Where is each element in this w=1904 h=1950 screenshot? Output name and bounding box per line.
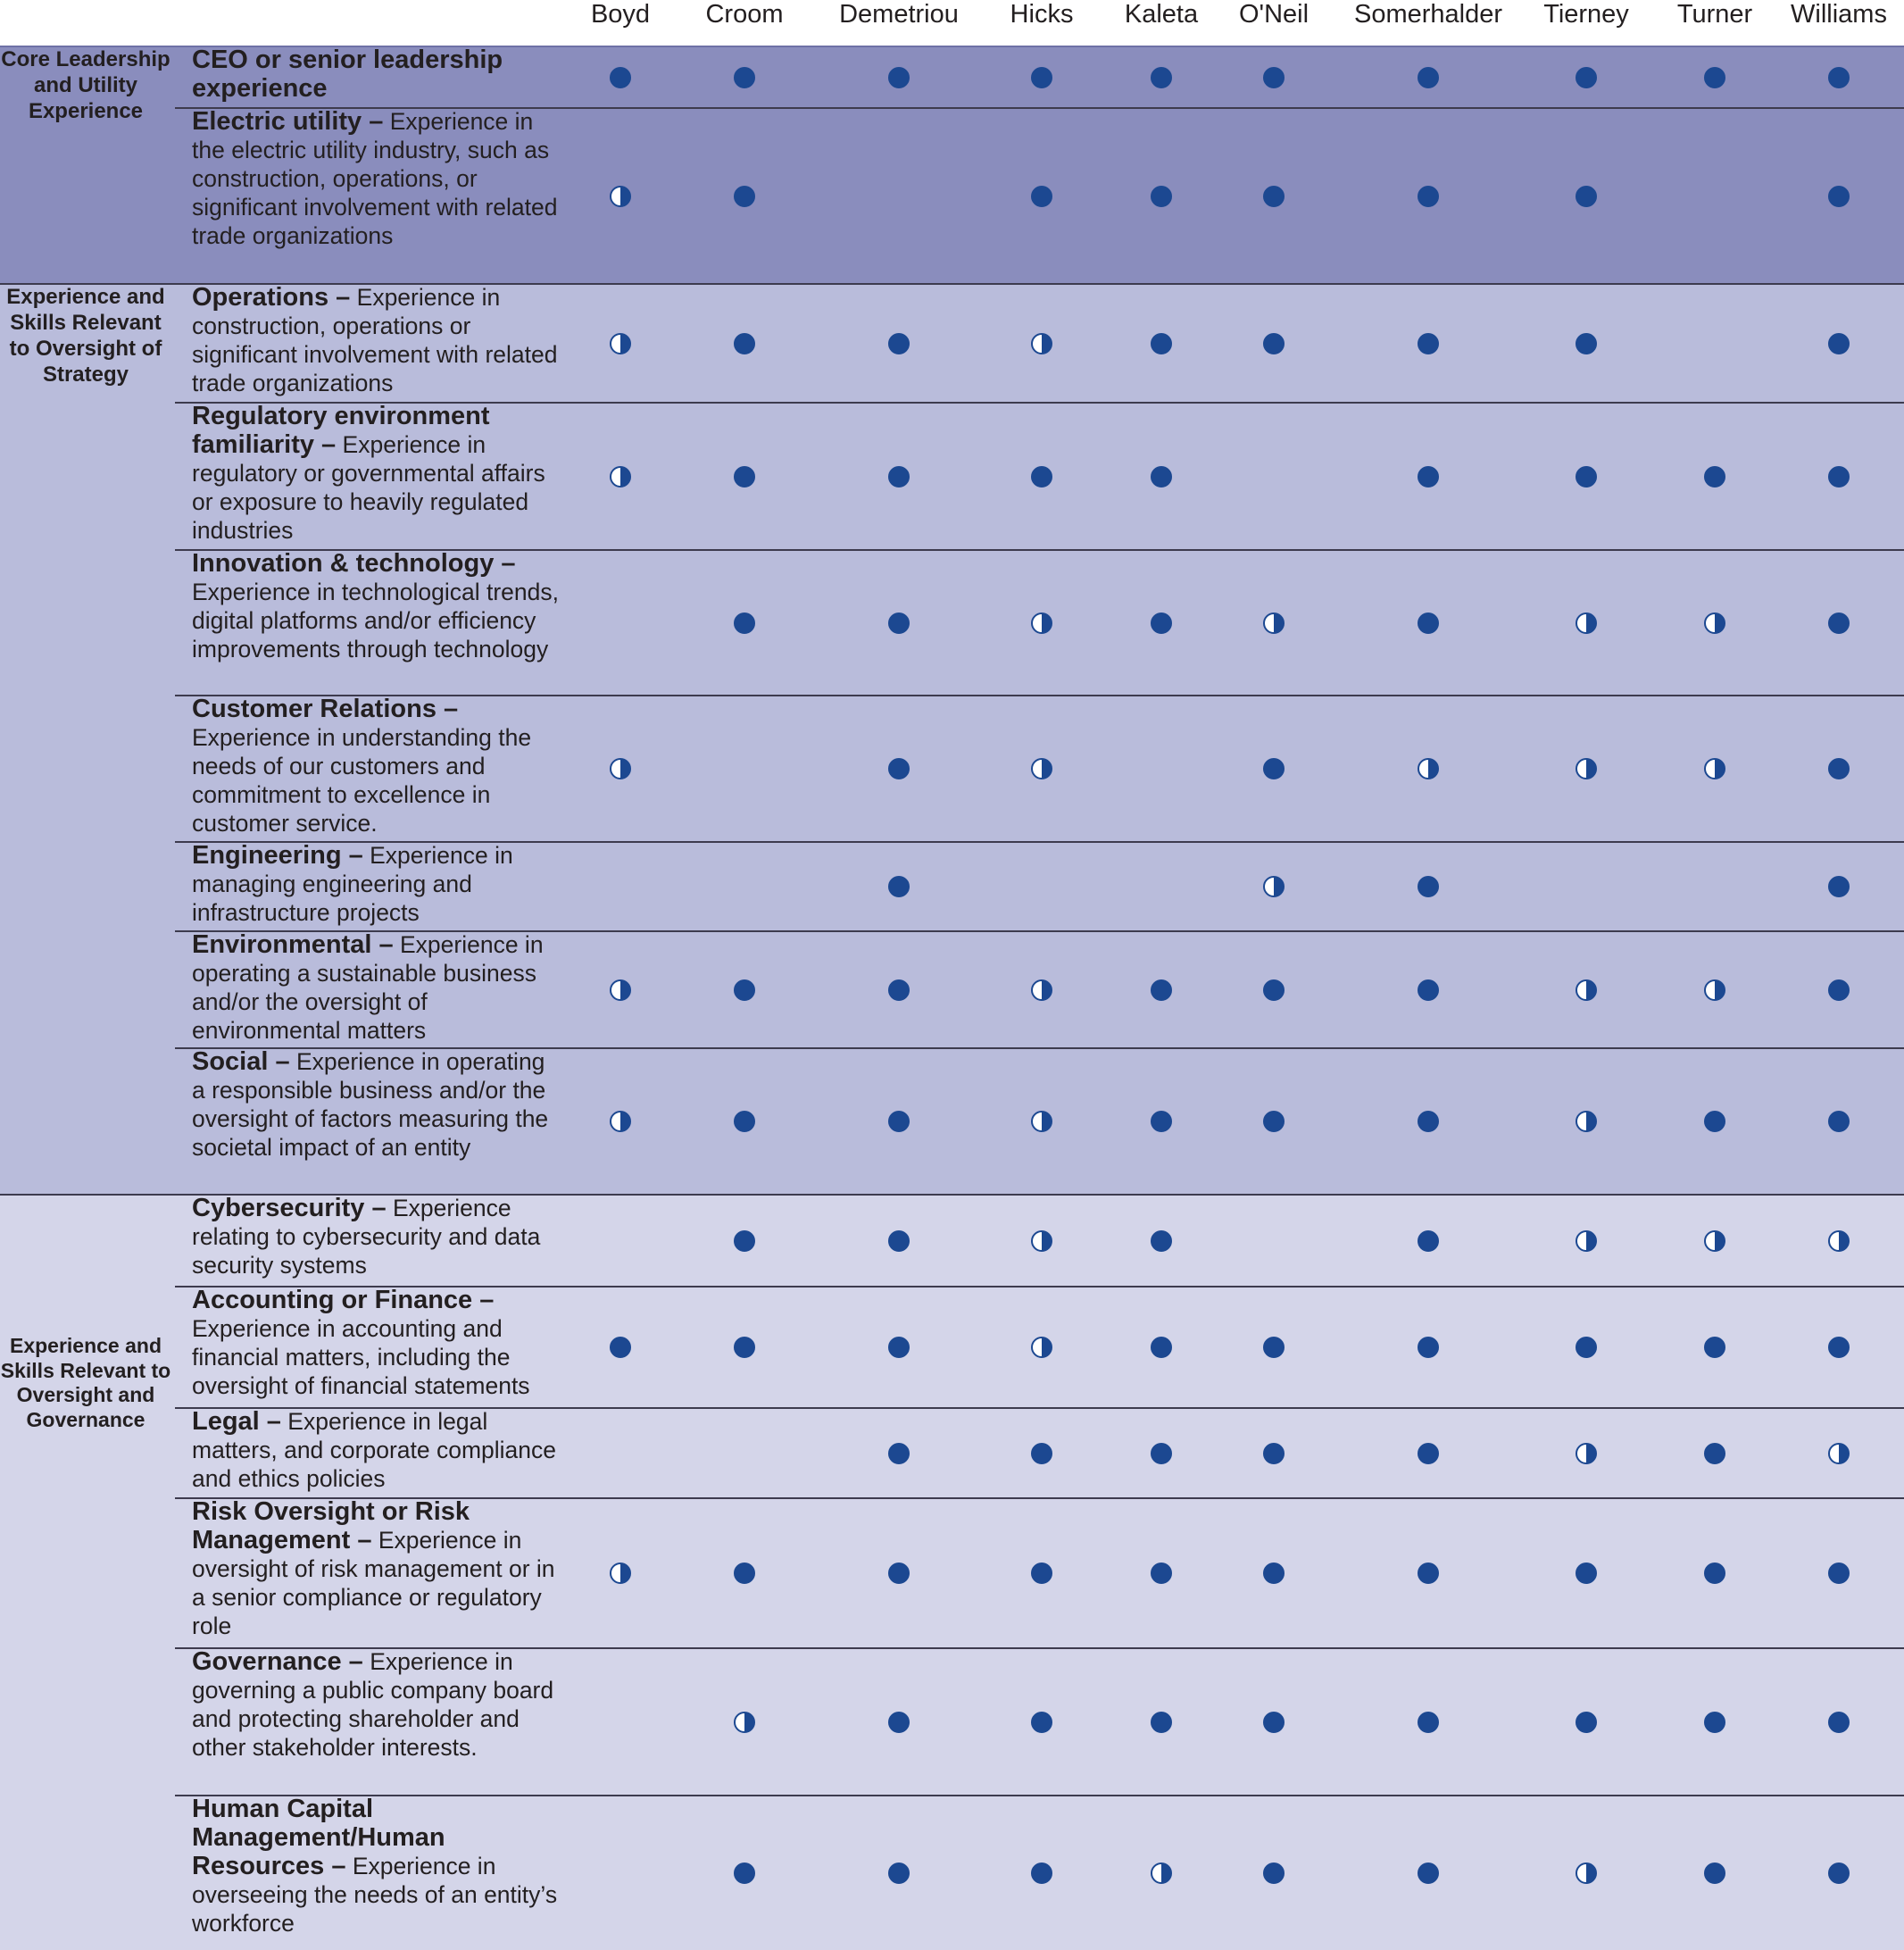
half-circle-icon bbox=[610, 186, 631, 207]
filled-circle-icon bbox=[1576, 186, 1597, 207]
filled-circle-icon bbox=[1151, 1111, 1172, 1132]
table-row bbox=[0, 1498, 1904, 1648]
filled-circle-icon bbox=[610, 1337, 631, 1358]
filled-circle-icon bbox=[1418, 1862, 1439, 1884]
skill-description bbox=[192, 1647, 562, 1762]
filled-circle-icon bbox=[888, 876, 910, 897]
filled-circle-icon bbox=[1704, 67, 1725, 88]
skill-description bbox=[192, 1194, 562, 1279]
director-name: Williams bbox=[1791, 0, 1887, 29]
half-circle-icon bbox=[1263, 876, 1285, 897]
filled-circle-icon bbox=[1151, 67, 1172, 88]
half-circle-icon bbox=[610, 979, 631, 1001]
skill-title: Risk Oversight or Risk Management – bbox=[192, 1497, 470, 1554]
half-circle-icon bbox=[1576, 1443, 1597, 1464]
filled-circle-icon bbox=[1151, 1230, 1172, 1252]
director-name: Demetriou bbox=[839, 0, 959, 29]
filled-circle-icon bbox=[1031, 1562, 1052, 1584]
skill-title: Regulatory environment familiarity – bbox=[192, 402, 490, 459]
filled-circle-icon bbox=[1828, 67, 1850, 88]
filled-circle-icon bbox=[1418, 466, 1439, 488]
half-circle-icon bbox=[1704, 612, 1725, 634]
filled-circle-icon bbox=[610, 67, 631, 88]
filled-circle-icon bbox=[734, 612, 755, 634]
table-row bbox=[0, 931, 1904, 1048]
filled-circle-icon bbox=[1418, 1712, 1439, 1733]
skill-detail: Experience in oversight of risk management or in a senior compliance or regulatory role bbox=[192, 1527, 555, 1639]
skill-detail: Experience in legal matters, and corporate compliance and ethics policies bbox=[192, 1408, 557, 1492]
filled-circle-icon bbox=[888, 758, 910, 779]
filled-circle-icon bbox=[1576, 1562, 1597, 1584]
group-label: Core Leadership and Utility Experience bbox=[1, 47, 170, 123]
filled-circle-icon bbox=[1031, 67, 1052, 88]
half-circle-icon bbox=[1576, 1862, 1597, 1884]
table-row bbox=[0, 1796, 1904, 1950]
skill-title: Customer Relations – bbox=[192, 695, 459, 723]
filled-circle-icon bbox=[1828, 1862, 1850, 1884]
half-circle-icon bbox=[1704, 758, 1725, 779]
filled-circle-icon bbox=[888, 612, 910, 634]
half-circle-icon bbox=[610, 1562, 631, 1584]
filled-circle-icon bbox=[1031, 466, 1052, 488]
filled-circle-icon bbox=[1031, 186, 1052, 207]
filled-circle-icon bbox=[1828, 1111, 1850, 1132]
filled-circle-icon bbox=[734, 1230, 755, 1252]
half-circle-icon bbox=[1031, 333, 1052, 354]
table-row bbox=[0, 1048, 1904, 1195]
skill-description bbox=[192, 1407, 562, 1493]
director-name: Boyd bbox=[590, 0, 651, 29]
skill-detail: Experience in accounting and financial matters, including the oversight of financial statements bbox=[192, 1315, 530, 1399]
filled-circle-icon bbox=[1418, 1443, 1439, 1464]
half-circle-icon bbox=[1576, 1111, 1597, 1132]
filled-circle-icon bbox=[1263, 333, 1285, 354]
filled-circle-icon bbox=[1576, 67, 1597, 88]
half-circle-icon bbox=[1704, 1230, 1725, 1252]
filled-circle-icon bbox=[1704, 1862, 1725, 1884]
filled-circle-icon bbox=[1151, 612, 1172, 634]
skill-detail: Experience in operating a sustainable business and/or the oversight of environmental matters bbox=[192, 931, 544, 1044]
filled-circle-icon bbox=[1576, 1337, 1597, 1358]
filled-circle-icon bbox=[1828, 876, 1850, 897]
half-circle-icon bbox=[1828, 1443, 1850, 1464]
half-circle-icon bbox=[1031, 612, 1052, 634]
skill-description bbox=[192, 1497, 562, 1640]
skill-title: Social – bbox=[192, 1047, 290, 1076]
director-name: Turner bbox=[1676, 0, 1753, 29]
filled-circle-icon bbox=[1263, 186, 1285, 207]
skill-detail: Experience in regulatory or governmental affairs or exposure to heavily regulated industries bbox=[192, 431, 545, 544]
skill-description bbox=[192, 283, 562, 397]
filled-circle-icon bbox=[1828, 1337, 1850, 1358]
skill-title: Legal – bbox=[192, 1407, 281, 1436]
skill-title: Human Capital Management/Human Resources – bbox=[192, 1795, 445, 1880]
skill-detail: Experience in understanding the needs of our customers and commitment to excellence in customer service. bbox=[192, 724, 532, 837]
table-row bbox=[0, 403, 1904, 550]
half-circle-icon bbox=[1576, 979, 1597, 1001]
skill-description bbox=[192, 695, 562, 838]
skill-detail: Experience in overseeing the needs of an entity’s workforce bbox=[192, 1853, 558, 1937]
filled-circle-icon bbox=[734, 1337, 755, 1358]
skill-title: Cybersecurity – bbox=[192, 1194, 387, 1222]
filled-circle-icon bbox=[1418, 1230, 1439, 1252]
skill-description bbox=[192, 841, 562, 927]
filled-circle-icon bbox=[888, 333, 910, 354]
group-label: Experience and Skills Relevant to Oversight of Strategy bbox=[6, 285, 165, 387]
half-circle-icon bbox=[1828, 1230, 1850, 1252]
filled-circle-icon bbox=[1151, 1443, 1172, 1464]
filled-circle-icon bbox=[1151, 979, 1172, 1001]
skill-description bbox=[192, 549, 562, 663]
skill-detail: Experience in technological trends, digital platforms and/or efficiency improvements through technology bbox=[192, 579, 559, 662]
filled-circle-icon bbox=[1704, 1111, 1725, 1132]
filled-circle-icon bbox=[734, 67, 755, 88]
filled-circle-icon bbox=[1704, 1712, 1725, 1733]
filled-circle-icon bbox=[888, 1230, 910, 1252]
table-row bbox=[0, 842, 1904, 931]
table-row bbox=[0, 1195, 1904, 1287]
filled-circle-icon bbox=[1418, 1562, 1439, 1584]
filled-circle-icon bbox=[1828, 612, 1850, 634]
filled-circle-icon bbox=[1263, 67, 1285, 88]
filled-circle-icon bbox=[1418, 1111, 1439, 1132]
filled-circle-icon bbox=[888, 67, 910, 88]
filled-circle-icon bbox=[1704, 1443, 1725, 1464]
filled-circle-icon bbox=[1263, 979, 1285, 1001]
filled-circle-icon bbox=[1576, 1712, 1597, 1733]
filled-circle-icon bbox=[1263, 1111, 1285, 1132]
skill-description bbox=[192, 46, 562, 103]
half-circle-icon bbox=[1031, 1111, 1052, 1132]
half-circle-icon bbox=[1576, 1230, 1597, 1252]
skill-title: Governance – bbox=[192, 1647, 363, 1676]
half-circle-icon bbox=[1151, 1862, 1172, 1884]
filled-circle-icon bbox=[1263, 1712, 1285, 1733]
filled-circle-icon bbox=[888, 1443, 910, 1464]
filled-circle-icon bbox=[888, 1862, 910, 1884]
filled-circle-icon bbox=[1031, 1862, 1052, 1884]
filled-circle-icon bbox=[1031, 1443, 1052, 1464]
half-circle-icon bbox=[1704, 979, 1725, 1001]
filled-circle-icon bbox=[1151, 333, 1172, 354]
half-circle-icon bbox=[1031, 758, 1052, 779]
filled-circle-icon bbox=[1418, 612, 1439, 634]
skill-title: Electric utility – bbox=[192, 107, 384, 136]
half-circle-icon bbox=[1576, 758, 1597, 779]
filled-circle-icon bbox=[734, 466, 755, 488]
filled-circle-icon bbox=[1151, 466, 1172, 488]
skill-description bbox=[192, 107, 562, 250]
table-row bbox=[0, 550, 1904, 696]
skill-title: Innovation & technology – bbox=[192, 549, 516, 578]
table-row bbox=[0, 1648, 1904, 1796]
table-row bbox=[0, 46, 1904, 108]
skill-title: Accounting or Finance – bbox=[192, 1286, 495, 1314]
skill-description bbox=[192, 402, 562, 545]
skill-detail: Experience in the electric utility industry, such as construction, operations, or significant involvement with related trade organizations bbox=[192, 108, 558, 249]
director-name: Somerhalder bbox=[1353, 0, 1503, 29]
filled-circle-icon bbox=[734, 186, 755, 207]
half-circle-icon bbox=[610, 758, 631, 779]
filled-circle-icon bbox=[1263, 1443, 1285, 1464]
director-name: Kaleta bbox=[1124, 0, 1199, 29]
skill-detail: Experience in governing a public company board and protecting shareholder and other stakeholder interests. bbox=[192, 1648, 554, 1761]
filled-circle-icon bbox=[1418, 979, 1439, 1001]
filled-circle-icon bbox=[1263, 1562, 1285, 1584]
filled-circle-icon bbox=[1828, 186, 1850, 207]
filled-circle-icon bbox=[1828, 979, 1850, 1001]
filled-circle-icon bbox=[1576, 466, 1597, 488]
filled-circle-icon bbox=[1151, 186, 1172, 207]
skill-detail: Experience in managing engineering and infrastructure projects bbox=[192, 842, 513, 926]
skill-title: CEO or senior leadership experience bbox=[192, 46, 503, 103]
filled-circle-icon bbox=[1828, 333, 1850, 354]
skill-description bbox=[192, 1286, 562, 1400]
director-name: O'Neil bbox=[1238, 0, 1310, 29]
filled-circle-icon bbox=[1263, 1337, 1285, 1358]
half-circle-icon bbox=[1263, 612, 1285, 634]
filled-circle-icon bbox=[1576, 333, 1597, 354]
filled-circle-icon bbox=[1418, 67, 1439, 88]
skill-description bbox=[192, 930, 562, 1045]
filled-circle-icon bbox=[1418, 186, 1439, 207]
filled-circle-icon bbox=[1704, 1562, 1725, 1584]
filled-circle-icon bbox=[1828, 466, 1850, 488]
filled-circle-icon bbox=[734, 1862, 755, 1884]
half-circle-icon bbox=[610, 333, 631, 354]
skill-detail: Experience in operating a responsible business and/or the oversight of factors measuring the societal impact of an entity bbox=[192, 1048, 549, 1161]
filled-circle-icon bbox=[734, 333, 755, 354]
filled-circle-icon bbox=[1151, 1712, 1172, 1733]
skill-title: Operations – bbox=[192, 283, 351, 312]
director-name: Hicks bbox=[1010, 0, 1074, 29]
skill-description bbox=[192, 1795, 562, 1938]
skill-detail: Experience in construction, operations or significant involvement with related trade organizations bbox=[192, 284, 558, 396]
table-row bbox=[0, 1287, 1904, 1408]
filled-circle-icon bbox=[1418, 876, 1439, 897]
half-circle-icon bbox=[1031, 979, 1052, 1001]
half-circle-icon bbox=[1031, 1230, 1052, 1252]
table-row bbox=[0, 108, 1904, 284]
table-row bbox=[0, 1408, 1904, 1498]
table-row bbox=[0, 284, 1904, 403]
director-name: Tierney bbox=[1543, 0, 1629, 29]
group-label: Experience and Skills Relevant to Oversight and Governance bbox=[0, 1334, 171, 1431]
filled-circle-icon bbox=[1828, 758, 1850, 779]
half-circle-icon bbox=[1576, 612, 1597, 634]
filled-circle-icon bbox=[1828, 1712, 1850, 1733]
filled-circle-icon bbox=[1704, 1337, 1725, 1358]
half-circle-icon bbox=[1418, 758, 1439, 779]
filled-circle-icon bbox=[1704, 466, 1725, 488]
filled-circle-icon bbox=[734, 1562, 755, 1584]
table-row bbox=[0, 696, 1904, 842]
skill-title: Engineering – bbox=[192, 841, 363, 870]
director-name: Croom bbox=[705, 0, 784, 29]
filled-circle-icon bbox=[888, 466, 910, 488]
filled-circle-icon bbox=[888, 1562, 910, 1584]
filled-circle-icon bbox=[888, 1712, 910, 1733]
filled-circle-icon bbox=[734, 1111, 755, 1132]
filled-circle-icon bbox=[734, 979, 755, 1001]
half-circle-icon bbox=[610, 466, 631, 488]
filled-circle-icon bbox=[888, 1337, 910, 1358]
filled-circle-icon bbox=[1263, 758, 1285, 779]
skill-title: Environmental – bbox=[192, 930, 394, 959]
half-circle-icon bbox=[734, 1712, 755, 1733]
filled-circle-icon bbox=[1263, 1862, 1285, 1884]
skill-detail: Experience relating to cybersecurity and data security systems bbox=[192, 1195, 541, 1279]
skill-description bbox=[192, 1047, 562, 1162]
half-circle-icon bbox=[610, 1111, 631, 1132]
filled-circle-icon bbox=[1828, 1562, 1850, 1584]
filled-circle-icon bbox=[1031, 1712, 1052, 1733]
filled-circle-icon bbox=[1418, 1337, 1439, 1358]
filled-circle-icon bbox=[888, 979, 910, 1001]
filled-circle-icon bbox=[1418, 333, 1439, 354]
filled-circle-icon bbox=[1151, 1562, 1172, 1584]
half-circle-icon bbox=[1031, 1337, 1052, 1358]
filled-circle-icon bbox=[888, 1111, 910, 1132]
filled-circle-icon bbox=[1151, 1337, 1172, 1358]
